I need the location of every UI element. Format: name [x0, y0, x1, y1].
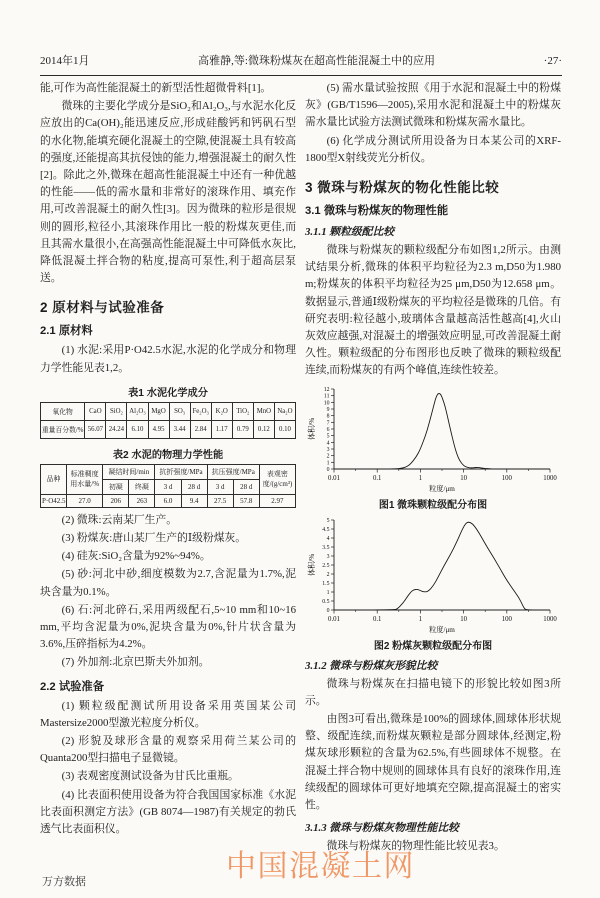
svg-text:11: 11	[323, 393, 330, 400]
svg-text:0.01: 0.01	[328, 474, 340, 482]
material-item: (3) 粉煤灰:唐山某厂生产的Ⅰ级粉煤灰。	[61, 532, 247, 545]
table-cell: 1.17	[211, 420, 232, 438]
section-heading-3-1-1: 3.1.1 颗粒级配比较	[305, 226, 395, 239]
figure2-caption: 图2 粉煤灰颗粒级配分布图	[373, 640, 493, 652]
table-cell: 0.10	[274, 420, 295, 438]
section-heading-3-1-3: 3.1.3 微珠与粉煤灰物理性能比较	[305, 822, 459, 835]
svg-text:粒度/μm: 粒度/μm	[429, 625, 455, 634]
svg-text:1: 1	[326, 459, 330, 466]
section-heading-2-2: 2.2 试验准备	[40, 680, 105, 693]
svg-text:0: 0	[326, 607, 330, 614]
table-cell: 2.84	[190, 420, 211, 438]
table2-cement-physical	[40, 464, 296, 508]
table-cell: 氧化物	[41, 402, 85, 420]
material-item: (2) 微珠:云南某厂生产。	[61, 513, 178, 526]
figure2	[305, 514, 561, 652]
material-item: (4) 硅灰:SiO₂含量为92%~94%。	[61, 550, 211, 563]
table-cell: 4.95	[148, 420, 169, 438]
svg-text:12: 12	[323, 386, 330, 393]
svg-text:9: 9	[326, 406, 330, 413]
figure1-line-chart	[306, 383, 560, 495]
figure2-line-chart	[306, 514, 560, 636]
table-cell: MnO	[253, 402, 274, 420]
table-cell: 表观密度/(g/cm³)	[259, 464, 295, 494]
section-heading-3-1: 3.1 微珠与粉煤灰的物理性能	[305, 205, 449, 218]
svg-text:3.5: 3.5	[322, 544, 330, 551]
paragraph-continuation: 能,可作为高性能混凝土的新型活性超微骨料[1]。	[40, 82, 272, 94]
table-cell: SiO₂	[106, 402, 127, 420]
material-item: (5) 砂:河北中砂,细度模数为2.7,含泥量为1.7%,泥块含量为0.1%。	[40, 568, 296, 598]
table1-title: 表1 水泥化学成分	[128, 387, 208, 399]
svg-text:1000: 1000	[543, 615, 557, 623]
table-row	[41, 464, 296, 479]
material-item: (6) 石:河北碎石,采用两级配石,5~10 mm和10~16 mm,平均含泥量为0%,泥块含量为0%,针片状含量为3.6%,压碎指标为4.2%。	[40, 603, 296, 651]
page-header	[40, 52, 562, 76]
table-cell: 抗压强度/MPa	[207, 464, 259, 479]
svg-text:1: 1	[418, 474, 423, 482]
svg-text:6: 6	[326, 426, 330, 433]
svg-text:100: 100	[501, 615, 512, 623]
prep-item: (2) 形貌及球形含量的观察采用荷兰某公司的Quanta200型扫描电子显微镜。	[40, 735, 296, 765]
prep-item: (6) 化学成分测试所用设备为日本某公司的XRF-1800型X射线荧光分析仪。	[305, 134, 561, 164]
header-date: 2014年1月	[40, 55, 90, 67]
svg-text:0.5: 0.5	[322, 598, 330, 605]
svg-text:0.1: 0.1	[372, 615, 382, 623]
svg-text:10: 10	[460, 615, 467, 623]
table1-cement-chemistry	[40, 402, 296, 439]
svg-text:10: 10	[323, 399, 330, 406]
svg-text:5: 5	[326, 433, 330, 440]
svg-text:2: 2	[326, 453, 330, 460]
svg-text:4: 4	[326, 535, 330, 542]
table-cell: TiO₂	[232, 402, 253, 420]
svg-text:1: 1	[418, 615, 423, 623]
svg-text:7: 7	[326, 419, 330, 426]
material-item: (7) 外加剂:北京巴斯夫外加剂。	[61, 656, 210, 669]
table-cell: 263	[129, 494, 155, 507]
svg-text:3: 3	[326, 446, 330, 453]
table-cell: 9.4	[181, 494, 207, 507]
table-cell: CaO	[85, 402, 106, 420]
paragraph-microbead-intro: 微珠的主要化学成分是SiO₂和Al₂O₃,与水泥水化反应放出的Ca(OH)₂能迅速反应,形成硅酸钙和钙矾石型的水化物,能填充硬化混凝土的空隙,使混凝土具有较高的强度,还能提高其抗侵蚀的能力,增强混凝土的耐久性[2]。除此之外,微珠在超高性能混凝土中还有一种优越的性能——低的需水量和非常好的滚珠作用、填充作用,可改善混凝土的耐久性[3]。因为微珠的粒形是很规则的圆形,粒径小,其滚珠作用比一般的粉煤灰更佳,而且其需水量很小,在高强高性能混凝土中可降低水灰比,降低混凝土拌合物的粘度,提高可泵性,利于超高层泵送。	[40, 100, 296, 285]
figure1	[305, 383, 561, 511]
site-watermark: 中国混凝土网	[226, 850, 415, 883]
prep-item: (1) 颗粒级配测试所用设备采用英国某公司Mastersize2000型激光粒度分析仪。	[40, 699, 296, 729]
svg-text:4.5: 4.5	[322, 526, 330, 533]
table-cell: Fe₂O₃	[190, 402, 211, 420]
table2-title: 表2 水泥的物理力学性能	[112, 449, 224, 461]
prep-item: (3) 表观密度测试设备为甘氏比重瓶。	[61, 770, 239, 783]
table-cell: 27.5	[207, 494, 233, 507]
table-cell: MgO	[148, 402, 169, 420]
section-heading-2-1: 2.1 原材料	[40, 325, 93, 338]
svg-text:10: 10	[460, 474, 467, 482]
svg-text:体积/%: 体积/%	[308, 417, 316, 440]
table-cell: P·O42.5	[41, 494, 67, 507]
svg-text:5: 5	[326, 517, 330, 524]
header-running-title: 高雅静,等:微珠粉煤灰在超高性能混凝土中的应用	[198, 55, 435, 67]
svg-text:0.1: 0.1	[372, 474, 382, 482]
table-cell: 6.0	[155, 494, 181, 507]
table-cell: 3.44	[169, 420, 190, 438]
prep-item: (4) 比表面积使用设备为符合我国国家标准《水泥比表面积测定方法》(GB 8074—1987)有关规定的勃氏透气比表面积仪。	[40, 788, 296, 836]
svg-text:8: 8	[326, 413, 330, 420]
svg-text:2.5: 2.5	[322, 562, 330, 569]
table-cell: 标准稠度用水量/%	[67, 464, 103, 494]
table-cell: 凝结时间/min	[103, 464, 155, 479]
table-cell: 初凝	[103, 479, 129, 494]
table-cell: 28 d	[181, 479, 207, 494]
section-heading-3: 3 微珠与粉煤灰的物化性能比较	[305, 180, 500, 196]
header-page-number: ·27·	[543, 55, 562, 67]
table-cell: 24.24	[106, 420, 127, 438]
section-heading-2: 2 原材料与试验准备	[40, 300, 165, 316]
table-cell: 27.0	[67, 494, 103, 507]
table-cell: 品种	[41, 464, 67, 494]
svg-text:4: 4	[326, 439, 330, 446]
left-column	[40, 80, 296, 856]
table-cell: 重量百分数/%	[41, 420, 85, 438]
paragraph-physical-compare: 微珠与粉煤灰的物理性能比较见表3。	[326, 840, 505, 853]
section-heading-3-1-2: 3.1.2 微珠与粉煤灰形貌比较	[305, 659, 438, 672]
svg-text:2: 2	[326, 571, 330, 578]
right-column	[305, 80, 561, 856]
svg-text:100: 100	[501, 474, 512, 482]
table-cell: 3 d	[207, 479, 233, 494]
paragraph-morphology-detail: 由图3可看出,微珠是100%的圆球体,圆球体形状规整、级配连续,而粉煤灰颗粒是部分圆球体,经测定,粉煤灰球形颗粒的含量为62.5%,有些圆球体不规整。在混凝土拌合物中规则的圆球体具有良好的滚珠作用,连续级配的圆球体可更好地填充空隙,提高混凝土的密实性。	[305, 713, 561, 812]
table-cell: SO₃	[169, 402, 190, 420]
svg-text:1000: 1000	[543, 474, 557, 482]
svg-text:体积/%: 体积/%	[308, 553, 316, 576]
table-row	[41, 420, 296, 438]
table-cell: 206	[103, 494, 129, 507]
table-cell: 抗折强度/MPa	[155, 464, 207, 479]
svg-text:粒度/μm: 粒度/μm	[429, 484, 455, 493]
table-cell: 3 d	[155, 479, 181, 494]
prep-item: (5) 需水量试验按照《用于水泥和混凝土中的粉煤灰》(GB/T1596—2005),采用水泥和混凝土中的粉煤灰需水量比试验方法测试微珠和粉煤灰需水量比。	[305, 82, 561, 129]
material-item-cement: (1) 水泥:采用P·O42.5水泥,水泥的化学成分和物理力学性能见表1,2。	[40, 344, 296, 374]
wanfang-data-mark: 万方数据	[42, 876, 86, 888]
two-column-body	[40, 80, 562, 856]
table-cell: 0.12	[253, 420, 274, 438]
table-cell: 6.10	[127, 420, 148, 438]
paragraph-particle-size: 微珠与粉煤灰的颗粒级配分布如图1,2所示。由测试结果分析,微珠的体积平均粒径为2.3 m,D50为1.980 m;粉煤灰的体积平均粒径为25 μm,D50为12.658 μm。数据显示,普通Ⅰ级粉煤灰的平均粒径是微珠的几倍。有研究表明:粒径越小,玻璃体含量越高活性越高[4],火山灰效应越强,对混凝土的增强效应明显,可改善混凝土耐久性。颗粒级配的分布图形也反映了微珠的颗粒级配连续,而粉煤灰的有两个峰值,连续性较差。	[305, 244, 561, 377]
svg-text:0.01: 0.01	[328, 615, 340, 623]
table-cell: Na₂O	[274, 402, 295, 420]
table-cell: 2.97	[259, 494, 295, 507]
table-cell: K₂O	[211, 402, 232, 420]
svg-text:3: 3	[326, 553, 330, 560]
svg-text:1.5: 1.5	[322, 580, 330, 587]
paragraph-morphology-intro: 微珠与粉煤灰在扫描电镜下的形貌比较如图3所示。	[305, 677, 561, 707]
table-cell: Al₂O₃	[127, 402, 148, 420]
table-row	[41, 402, 296, 420]
figure1-caption: 图1 微珠颗粒级配分布图	[378, 499, 488, 511]
svg-text:0: 0	[326, 466, 330, 473]
svg-text:1: 1	[326, 589, 330, 596]
table-cell: 终凝	[129, 479, 155, 494]
table-cell: 0.79	[232, 420, 253, 438]
table-row	[41, 494, 296, 507]
table-cell: 57.8	[233, 494, 259, 507]
table-cell: 28 d	[233, 479, 259, 494]
table-cell: 56.07	[85, 420, 106, 438]
